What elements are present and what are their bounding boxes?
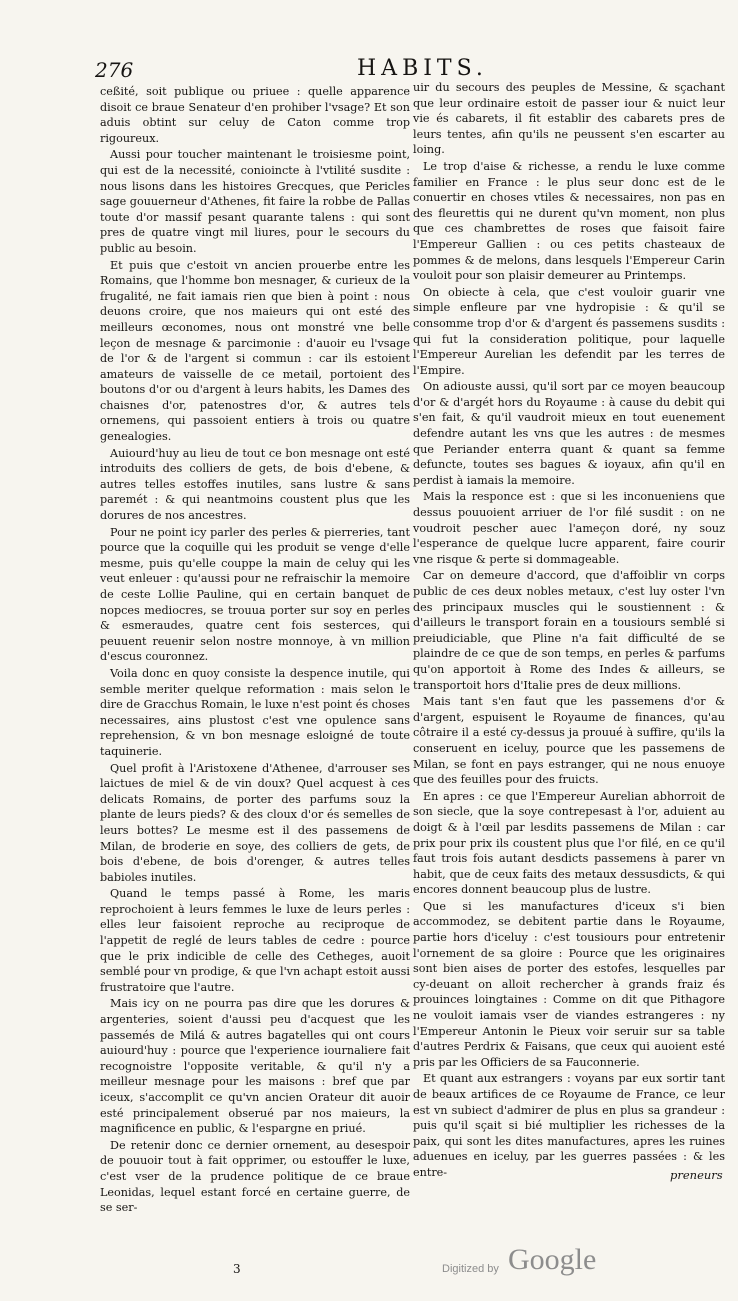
paragraph: Car on demeure d'accord, que d'affoiblir vn corps public de ces deux nobles metaux, c'est luy oster l'vn des principaux muscles qui le soustiennent : & d'ailleurs le transport forain en a tousiours semblé si preiudiciable, que Pline n'a fait difficulté de se plaindre de ce que de son temps, en perles & parfums qu'on apportoit à Rome des Indes & ailleurs, se transportoit hors d'Italie pres de deux millions.	[413, 569, 725, 692]
paragraph: Pour ne point icy parler des perles & pierreries, tant pource que la coquille qui les produit se venge d'elle mesme, puis qu'elle couppe la main de celuy qui les veut enleuer : qu'aussi pour ne refraischir la memoire de ceste Lollie Pauline, qui en certain banquet de nopces mediocres, se trouua porter sur soy en perles & esmeraudes, quatre cent fois sesterces, qui peuuent reuenir selon nostre monnoye, à vn million d'escus couronnez.	[100, 525, 410, 664]
page-number: 276	[95, 58, 134, 82]
paragraph: ceßité, soit publique ou priuee : quelle apparence disoit ce braue Senateur d'en prohiber l'vsage? Et son aduis obtint sur celuy de Caton comme trop rigoureux.	[100, 85, 410, 145]
left-column	[100, 84, 410, 1215]
paragraph: En apres : ce que l'Empereur Aurelian abhorroit de son siecle, que la soye contrepesast à l'or, aduient au doigt & à l'œil par lesdits passemens de Milan : car prix pour prix ils coustent plus que l'or filé, en ce qu'il faut trois fois autant desdicts passemens à parer vn habit, que de ceux faits des metaux dessusdicts, & qui encores donnent beaucoup plus de lustre.	[413, 789, 725, 897]
paragraph: Que si les manufactures d'iceux s'i bien accommodez, se debitent partie dans le Royaume, partie hors d'iceluy : c'est tousiours pour entretenir l'ornement de sa gloire : Pource que les originaires sont bien aises de porter des estofes, lesquelles par cy-deuant on alloit rechercher à grands fraiz és prouinces loingtaines : Comme on dit que Pithagore ne vouloit iamais vser de viandes estrangeres : ny l'Empereur Antonin le Pieux voir seruir sur sa table d'autres Perdrix & Faisans, que ceux qui auoient esté pris par les Officiers de sa Fauconnerie.	[413, 899, 725, 1069]
right-column	[413, 80, 725, 1180]
paragraph: On obiecte à cela, que c'est vouloir guarir vne simple enfleure par vne hydropisie : & qu'il se consomme trop d'or & d'argent és passemens susdits : qui fut la consideration politique, pour laquelle l'Empereur Aurelian les defendit par les terres de l'Empire.	[413, 285, 725, 377]
watermark-caption: Digitized by	[442, 1263, 499, 1275]
paragraph: Auiourd'huy au lieu de tout ce bon mesnage ont esté introduits des colliers de gets, de bois d'ebene, & autres telles estoffes inutiles, sans lustre & sans paremét : & qui neantmoins coustent plus que les dorures de nos ancestres.	[100, 446, 410, 523]
paragraph: Voila donc en quoy consiste la despence inutile, qui semble meriter quelque reformation : mais selon le dire de Gracchus Romain, le luxe n'est point és choses necessaires, ains plustost c'est vne opulence sans reprehension, & vn bon mesnage esloigné de toute taquinerie.	[100, 666, 410, 758]
paragraph: Mais la responce est : que si les inconueniens que dessus pouuoient arriuer de l'or filé susdit : on ne voudroit pescher auec l'ameçon doré, ny souz l'esperance de quelque lucre apparent, faire courir vne risque & perte si dommageable.	[413, 490, 725, 566]
google-logo: Google	[508, 1243, 597, 1276]
paragraph: Quel profit à l'Aristoxene d'Athenee, d'arrouser ses laictues de miel & de vin doux? Quel acquest à ces delicats Romains, de porter des parfums souz la plante de leurs pieds? & des cloux d'or és semelles de leurs bottes? Le mesme est il des passemens de Milan, de broderie en soye, des colliers de gets, de bois d'ebene, de bois d'orenger, & autres telles babioles inutiles.	[100, 761, 410, 884]
paragraph: uir du secours des peuples de Messine, & sçachant que leur ordinaire estoit de passer iour & nuict leur vie és cabarets, il fit establir des cabarets pres de leurs tentes, afin qu'ils ne peussent s'en escarter au loing.	[413, 81, 725, 157]
paragraph: Et puis que c'estoit vn ancien prouerbe entre les Romains, que l'homme bon mesnager, & curieux de la frugalité, ne fait iamais rien que bien à point : nous deuons croire, que nos maieurs qui ont esté des meilleurs œconomes, nous ont monstré vne belle leçon de mesnage & parcimonie : d'auoir eu l'vsage de l'or & de l'argent si commun : car ils estoient amateurs de vaisselle de ce metail, portoient des boutons d'or ou d'argent à leurs habits, les Dames des chaisnes d'or, patenostres d'or, & autres tels ornemens, qui passoient entiers à trois ou quatre genealogies.	[100, 258, 410, 444]
paragraph: Et quant aux estrangers : voyans par eux sortir tant de beaux artifices de ce Royaume de France, ce leur est vn subiect d'admirer de plus en plus sa grandeur : puis qu'il sçait si bié multiplier les richesses de la paix, qui sont les dites manufactures, apres les ruines aduenues en iceluy, par les guerres passées : & les entre-	[413, 1072, 725, 1179]
paragraph: De retenir donc ce dernier ornement, au desespoir de pouuoir tout à fait opprimer, ou estouffer le luxe, c'est vser de la prudence politique de ce braue Leonidas, lequel estant forcé en certaine guerre, de se ser-	[100, 1138, 410, 1215]
paragraph: On adiouste aussi, qu'il sort par ce moyen beaucoup d'or & d'argét hors du Royaume : à cause du debit qui s'en fait, & qu'il vaudroit mieux en tout euenement defendre autant les vns que les autres : de mesmes que Periander enterra quant & quant sa femme defuncte, toutes ses bagues & ioyaux, afin qu'il en perdist à iamais la memoire.	[413, 380, 725, 487]
signature-mark: 3	[233, 1262, 241, 1276]
digitized-watermark	[442, 1243, 632, 1283]
paragraph: Mais tant s'en faut que les passemens d'or & d'argent, espuisent le Royaume de finances, qu'au côtraire il a esté cy-dessus ja prouué à suffire, qu'ils la conseruent en iceluy, pource que les passemens de Milan, se font en pays estranger, qui ne nous enuoye que des feuilles pour des fruicts.	[413, 695, 725, 787]
paragraph: Aussi pour toucher maintenant le troisiesme point, qui est de la necessité, conioincte à l'vtilité susdite : nous lisons dans les histoires Grecques, que Pericles sage gouuerneur d'Athenes, fit faire la robbe de Pallas toute d'or massif pesant quarante talens : qui sont pres de quatre vingt mil liures, pour le secours du public au besoin.	[100, 148, 410, 255]
paragraph: Quand le temps passé à Rome, les maris reprochoient à leurs femmes le luxe de leurs perles : elles leur faisoient reproche au reciproque de l'appetit de reglé de leurs tables de cedre : pource que le prix indicible de celle des Cetheges, auoit semblé pour vn prodige, & que l'vn achapt estoit aussi frustratoire que l'autre.	[100, 887, 410, 994]
paragraph: Le trop d'aise & richesse, a rendu le luxe comme familier en France : le plus seur donc est de le conuertir en choses vtiles & necessaires, non pas en des fleurettis qui ne durent qu'vn moment, non plus que ces chambrettes de roses que faisoit faire l'Empereur Gallien : ou ces petits chasteaux de pommes & de melons, dans lesquels l'Empereur Carin vouloit pour son plaisir demeurer au Printemps.	[413, 159, 725, 283]
running-head: HABITS.	[357, 56, 488, 81]
paragraph: Mais icy on ne pourra pas dire que les dorures & argenteries, soient d'aussi peu d'acquest que les passemés de Milá & autres bagatelles qui ont cours auiourd'huy : pource que l'experience iournaliere fait recognoistre l'opposite veritable, & qu'il n'y a meilleur mesnage pour les maisons : bref que par iceux, s'accomplit ce qu'vn ancien Orateur dit auoir esté principalement obserué par nos maieurs, la magnificence en public, & l'espargne en priué.	[100, 997, 410, 1136]
catchword: preneurs	[670, 1168, 723, 1182]
